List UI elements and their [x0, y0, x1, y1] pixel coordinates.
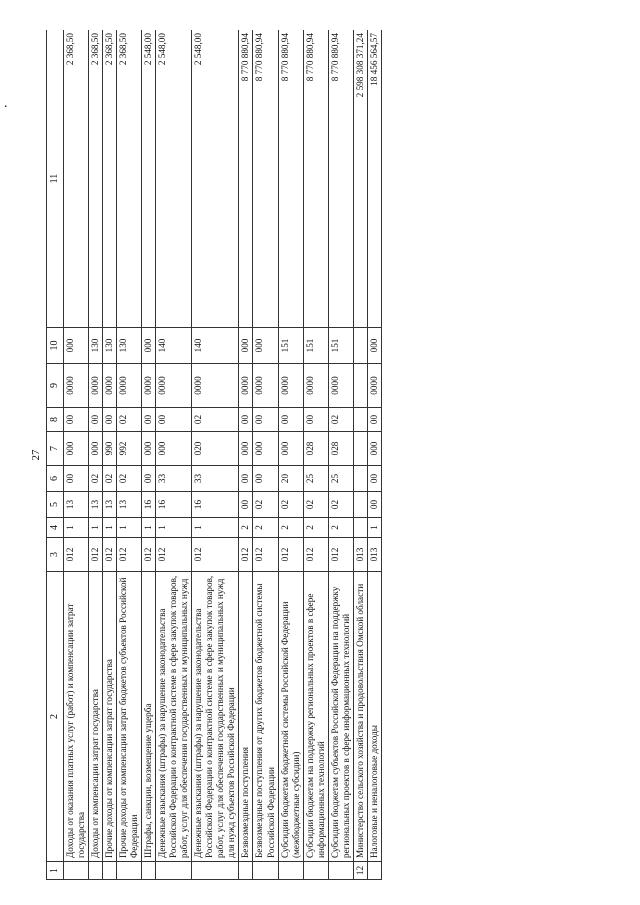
code-cell: 2 [278, 518, 303, 538]
description-cell: Денежные взыскания (штрафы) за нарушение законодательства Российской Федерации о контрактной системе в сфере закупок товаров, работ, услуг для обеспечения государственных и муниципальных нужд для нужд субъектов Российской Федерации [192, 572, 239, 862]
row-number-cell [192, 862, 239, 880]
code-cell: 1 [89, 518, 103, 538]
code-cell: 1 [367, 518, 381, 538]
code-cell: 0000 [367, 364, 381, 408]
code-cell: 00 [89, 408, 103, 432]
code-cell: 020 [192, 432, 239, 466]
description-cell: Доходы от компенсации затрат государства [89, 572, 103, 862]
code-cell: 00 [64, 408, 89, 432]
page-number: 27 [30, 449, 42, 461]
code-cell: 012 [103, 538, 117, 572]
row-number-cell [117, 862, 142, 880]
table-row [353, 30, 367, 880]
header-cell: 1 [47, 862, 64, 880]
amount-cell: 2 548,00 [142, 30, 156, 328]
code-cell: 2 [328, 518, 353, 538]
code-cell: 02 [103, 466, 117, 492]
rotated-table-area [30, 30, 610, 880]
description-cell: Прочие доходы от компенсации затрат бюджетов субъектов Российской Федерации [117, 572, 142, 862]
code-cell: 1 [117, 518, 142, 538]
description-cell: Субсидии бюджетам на поддержку региональных проектов в сфере информационных технологий [303, 572, 328, 862]
code-cell: 1 [103, 518, 117, 538]
code-cell: 00 [156, 408, 192, 432]
code-cell: 012 [142, 538, 156, 572]
code-cell: 000 [367, 432, 381, 466]
code-cell: 130 [117, 328, 142, 364]
code-cell: 02 [117, 466, 142, 492]
header-cell: 5 [47, 492, 64, 518]
code-cell: 00 [239, 466, 253, 492]
code-cell: 02 [328, 492, 353, 518]
code-cell: 00 [278, 408, 303, 432]
amount-cell: 8 770 880,94 [328, 30, 353, 328]
code-cell: 000 [253, 432, 278, 466]
code-cell: 0000 [192, 364, 239, 408]
code-cell: 000 [64, 328, 89, 364]
amount-cell: 2 368,50 [117, 30, 142, 328]
code-cell: 2 [239, 518, 253, 538]
table-row [239, 30, 253, 880]
code-cell: 00 [142, 466, 156, 492]
row-number-cell [328, 862, 353, 880]
amount-cell: 18 456 564,57 [367, 30, 381, 328]
code-cell: 012 [278, 538, 303, 572]
code-cell: 00 [239, 408, 253, 432]
code-cell: 2 [303, 518, 328, 538]
table-row [117, 30, 142, 880]
code-cell: 000 [142, 432, 156, 466]
code-cell [353, 364, 367, 408]
code-cell: 0000 [89, 364, 103, 408]
table-row [142, 30, 156, 880]
code-cell [353, 466, 367, 492]
row-number-cell [156, 862, 192, 880]
code-cell: 028 [303, 432, 328, 466]
table-row [253, 30, 278, 880]
code-cell: 0000 [156, 364, 192, 408]
code-cell: 20 [278, 466, 303, 492]
code-cell: 16 [192, 492, 239, 518]
description-cell: Денежные взыскания (штрафы) за нарушение законодательства Российской Федерации о контрактной системе в сфере закупок товаров, работ, услуг для обеспечения государственных и муниципальных нужд [156, 572, 192, 862]
amount-cell: 8 770 880,94 [278, 30, 303, 328]
code-cell: 02 [328, 408, 353, 432]
row-number-cell: 12 [353, 862, 367, 880]
description-cell: Безвозмездные поступления [239, 572, 253, 862]
description-cell: Штрафы, санкции, возмещение ущерба [142, 572, 156, 862]
code-cell: 013 [367, 538, 381, 572]
stray-mark: . [4, 96, 8, 111]
code-cell: 012 [328, 538, 353, 572]
code-cell: 0000 [64, 364, 89, 408]
table-row [89, 30, 103, 880]
code-cell: 02 [192, 408, 239, 432]
table-row [156, 30, 192, 880]
code-cell: 1 [156, 518, 192, 538]
table-row [192, 30, 239, 880]
code-cell: 16 [156, 492, 192, 518]
row-number-cell [89, 862, 103, 880]
header-cell: 10 [47, 328, 64, 364]
description-cell: Министерство сельского хозяйства и продовольствия Омской области [353, 572, 367, 862]
code-cell: 012 [253, 538, 278, 572]
code-cell: 1 [64, 518, 89, 538]
amount-cell: 2 598 308 371,24 [353, 30, 367, 328]
code-cell: 012 [64, 538, 89, 572]
header-cell: 2 [47, 572, 64, 862]
amount-cell: 2 368,50 [89, 30, 103, 328]
code-cell: 33 [156, 466, 192, 492]
header-row [47, 30, 64, 880]
code-cell: 02 [117, 408, 142, 432]
code-cell: 00 [367, 466, 381, 492]
amount-cell: 8 770 880,94 [239, 30, 253, 328]
row-number-cell [278, 862, 303, 880]
code-cell: 000 [142, 328, 156, 364]
code-cell: 151 [278, 328, 303, 364]
code-cell: 151 [303, 328, 328, 364]
description-cell: Субсидии бюджетам бюджетной системы Российской Федерации (межбюджетные субсидии) [278, 572, 303, 862]
code-cell: 013 [353, 538, 367, 572]
row-number-cell [239, 862, 253, 880]
code-cell: 000 [239, 432, 253, 466]
code-cell: 02 [303, 492, 328, 518]
code-cell: 02 [89, 466, 103, 492]
code-cell: 00 [103, 408, 117, 432]
code-cell: 13 [103, 492, 117, 518]
code-cell: 00 [303, 408, 328, 432]
table-row [103, 30, 117, 880]
code-cell: 25 [328, 466, 353, 492]
description-cell: Налоговые и неналоговые доходы [367, 572, 381, 862]
code-cell: 130 [103, 328, 117, 364]
amount-cell: 8 770 880,94 [303, 30, 328, 328]
code-cell: 00 [253, 466, 278, 492]
code-cell: 992 [117, 432, 142, 466]
code-cell: 000 [253, 328, 278, 364]
code-cell: 00 [64, 466, 89, 492]
code-cell [353, 518, 367, 538]
code-cell: 012 [117, 538, 142, 572]
row-number-cell [64, 862, 89, 880]
code-cell: 0000 [253, 364, 278, 408]
code-cell: 990 [103, 432, 117, 466]
code-cell [353, 328, 367, 364]
header-cell: 11 [47, 30, 64, 328]
amount-cell: 2 548,00 [192, 30, 239, 328]
code-cell: 25 [303, 466, 328, 492]
table-row [303, 30, 328, 880]
row-number-cell [253, 862, 278, 880]
code-cell: 0000 [117, 364, 142, 408]
table-row [328, 30, 353, 880]
code-cell: 00 [367, 492, 381, 518]
code-cell: 1 [142, 518, 156, 538]
table-row [278, 30, 303, 880]
code-cell: 1 [192, 518, 239, 538]
row-number-cell [142, 862, 156, 880]
code-cell: 0000 [303, 364, 328, 408]
description-cell: Безвозмездные поступления от других бюджетов бюджетной системы Российской Федерации [253, 572, 278, 862]
code-cell: 2 [253, 518, 278, 538]
code-cell: 012 [192, 538, 239, 572]
code-cell: 140 [192, 328, 239, 364]
table-row [64, 30, 89, 880]
code-cell: 16 [142, 492, 156, 518]
document-page [30, 30, 610, 880]
amount-cell: 2 368,50 [64, 30, 89, 328]
code-cell: 012 [89, 538, 103, 572]
code-cell: 012 [239, 538, 253, 572]
code-cell: 012 [303, 538, 328, 572]
header-cell: 6 [47, 466, 64, 492]
amount-cell: 8 770 880,94 [253, 30, 278, 328]
header-cell: 7 [47, 432, 64, 466]
code-cell: 0000 [278, 364, 303, 408]
code-cell: 00 [253, 408, 278, 432]
code-cell: 02 [253, 492, 278, 518]
code-cell [353, 432, 367, 466]
code-cell: 0000 [103, 364, 117, 408]
code-cell: 00 [367, 408, 381, 432]
header-cell: 4 [47, 518, 64, 538]
description-cell: Доходы от оказания платных услуг (работ) и компенсации затрат государства [64, 572, 89, 862]
code-cell: 13 [64, 492, 89, 518]
code-cell: 000 [239, 328, 253, 364]
code-cell: 151 [328, 328, 353, 364]
description-cell: Прочие доходы от компенсации затрат государства [103, 572, 117, 862]
code-cell: 00 [142, 408, 156, 432]
code-cell: 012 [156, 538, 192, 572]
code-cell: 028 [328, 432, 353, 466]
code-cell: 000 [278, 432, 303, 466]
description-cell: Субсидии бюджетам субъектов Российской Федерации на поддержку региональных проектов в сфере информационных технологий [328, 572, 353, 862]
header-cell: 3 [47, 538, 64, 572]
code-cell: 13 [89, 492, 103, 518]
code-cell: 02 [278, 492, 303, 518]
code-cell: 00 [239, 492, 253, 518]
code-cell [353, 492, 367, 518]
row-number-cell [303, 862, 328, 880]
revenue-table [46, 30, 382, 880]
code-cell: 000 [64, 432, 89, 466]
row-number-cell [103, 862, 117, 880]
amount-cell: 2 368,50 [103, 30, 117, 328]
code-cell: 0000 [328, 364, 353, 408]
header-cell: 8 [47, 408, 64, 432]
code-cell: 000 [367, 328, 381, 364]
header-cell: 9 [47, 364, 64, 408]
code-cell: 0000 [142, 364, 156, 408]
row-number-cell [367, 862, 381, 880]
code-cell: 33 [192, 466, 239, 492]
code-cell: 000 [89, 432, 103, 466]
code-cell: 13 [117, 492, 142, 518]
amount-cell: 2 548,00 [156, 30, 192, 328]
code-cell: 140 [156, 328, 192, 364]
code-cell: 000 [156, 432, 192, 466]
code-cell: 0000 [239, 364, 253, 408]
code-cell [353, 408, 367, 432]
table-row [367, 30, 381, 880]
code-cell: 130 [89, 328, 103, 364]
